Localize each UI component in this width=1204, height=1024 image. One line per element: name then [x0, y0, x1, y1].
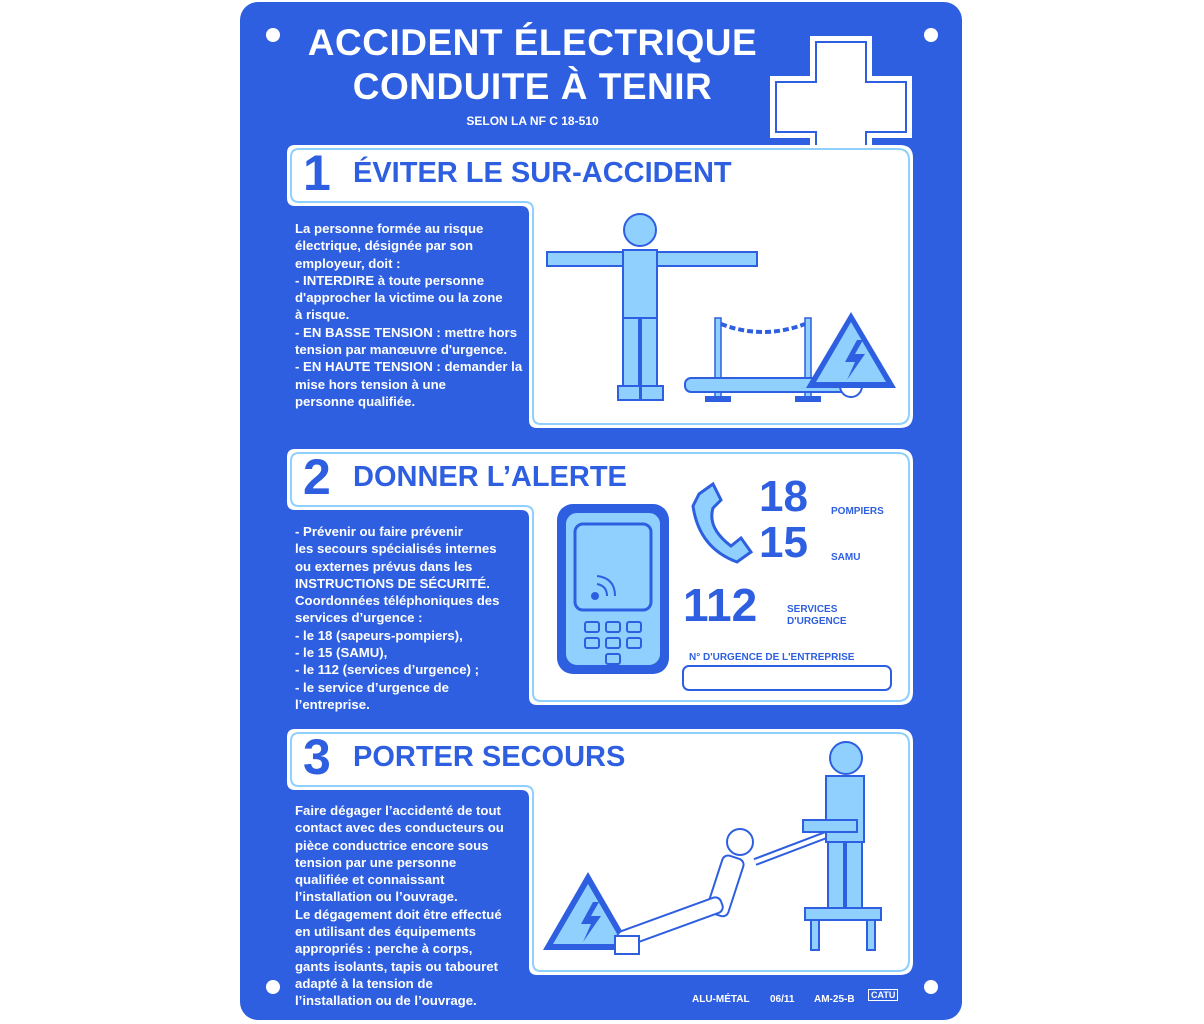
step-1-text: La personne formée au risque électrique, désignée par son employeur, doit : - INTERDIRE à toute personne d'approcher la victime ou la zone à risque. - EN BASSE TENSION : mettre hors tension par manœuvre d'urgence. - EN HAUTE TENSION : demander la mise hors tension à une personne qualifiée. — [295, 221, 523, 409]
sign-title-line2: CONDUITE À TENIR — [352, 66, 713, 107]
step-3-title: PORTER SECOURS — [353, 741, 626, 773]
step-3-number: 3 — [303, 729, 331, 785]
step-1-panel — [285, 140, 915, 430]
footer-material: ALU-MÉTAL — [692, 994, 750, 1005]
company-number-label: N° D'URGENCE DE L'ENTREPRISE — [689, 652, 855, 663]
safety-sign — [240, 2, 962, 1020]
mounting-hole — [924, 28, 938, 42]
brand-logo: CATU — [868, 989, 898, 1001]
label-services: SERVICES — [787, 604, 838, 615]
mounting-hole — [924, 980, 938, 994]
label-durgence: D'URGENCE — [787, 616, 847, 627]
number-18: 18 — [759, 472, 808, 521]
standard-reference: SELON LA NF C 18-510 — [466, 114, 599, 128]
step-2-panel — [285, 444, 915, 712]
number-112: 112 — [683, 579, 758, 631]
step-2-text: - Prévenir ou faire prévenir les secours spécialisés internes ou externes prévus dans les INSTRUCTIONS DE SÉCURITÉ. Coordonnées téléphoniques des services d’urgence : - le 18 (sapeurs-pompiers), - le 15 (SAMU), - le 112 (services d’urgence) ; - le service d’urgence de l’entreprise. — [295, 524, 500, 712]
step-2-title: DONNER L’ALERTE — [353, 461, 627, 493]
mobile-phone-icon — [557, 504, 669, 674]
step-2-number: 2 — [303, 449, 331, 505]
step-1-title: ÉVITER LE SUR-ACCIDENT — [353, 157, 732, 189]
footer-date: 06/11 — [770, 994, 795, 1005]
label-samu: SAMU — [831, 552, 861, 563]
mounting-hole — [266, 980, 280, 994]
step-1-number: 1 — [303, 145, 331, 201]
step-3-text: Faire dégager l’accidenté de tout contact avec des conducteurs ou pièce conductrice encore sous tension par une personne qualifiée et connaissant l’installation ou l’ouvrage. Le dégagement doit être effectué en utilisant des équipements appropriés : perche à corps, gants isolants, tapis ou tabouret adapté à la tension de l’installation ou de l’ouvrage. — [295, 803, 504, 1009]
sign-title-line1: ACCIDENT ÉLECTRIQUE — [307, 22, 758, 63]
footer-reference: AM-25-B — [814, 994, 855, 1005]
label-pompiers: POMPIERS — [831, 506, 884, 517]
number-15: 15 — [759, 518, 808, 567]
